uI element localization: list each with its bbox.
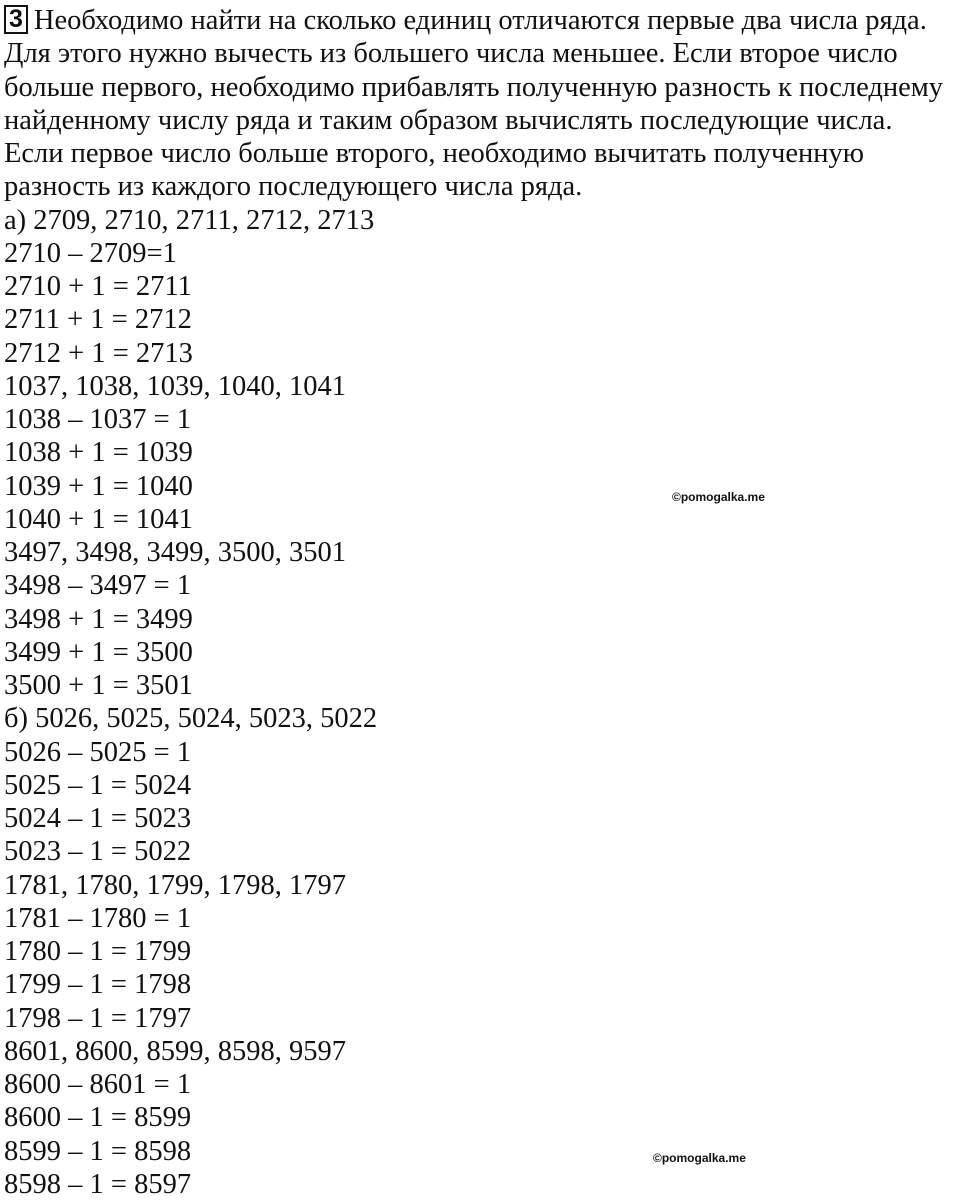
watermark: ©pomogalka.me — [653, 1151, 746, 1165]
task-intro-line: разность из каждого последующего числа ряда. — [4, 171, 583, 203]
solution-line: 8598 – 1 = 8597 — [4, 1168, 192, 1200]
task-intro-line: больше первого, необходимо прибавлять полученную разность к последнему — [4, 71, 944, 103]
solution-line: 5025 – 1 = 5024 — [4, 769, 192, 801]
solution-line: 1798 – 1 = 1797 — [4, 1002, 192, 1034]
solution-line: 8600 – 1 = 8599 — [4, 1102, 192, 1134]
solution-line: б) 5026, 5025, 5024, 5023, 5022 — [4, 703, 378, 735]
solution-line: 5023 – 1 = 5022 — [4, 836, 192, 868]
solution-line: 3500 + 1 = 3501 — [4, 670, 193, 701]
solution-line: 2712 + 1 = 2713 — [4, 337, 193, 369]
document-page — [4, 4, 956, 1201]
solution-line: 8601, 8600, 8599, 8598, 9597 — [4, 1035, 346, 1067]
solution-line: 1037, 1038, 1039, 1040, 1041 — [4, 370, 346, 402]
task-number-badge: 3 — [4, 5, 28, 34]
task-intro-first-line: Необходимо найти на сколько единиц отличаются первые два числа ряда. — [33, 5, 927, 36]
solution-line: 1038 + 1 = 1039 — [4, 437, 193, 469]
solution-line: 2711 + 1 = 2712 — [4, 304, 192, 336]
solution-line: 1781, 1780, 1799, 1798, 1797 — [4, 869, 346, 901]
solution-line: 3497, 3498, 3499, 3500, 3501 — [4, 537, 346, 568]
solution-line: 1039 + 1 = 1040 — [4, 470, 193, 502]
task-intro-line: Для этого нужно вычесть из большего числа меньшее. Если второе число — [4, 38, 898, 70]
solution-line: 1781 – 1780 = 1 — [4, 902, 192, 934]
solution-line: 1780 – 1 = 1799 — [4, 936, 192, 967]
task-intro-line: Если первое число больше второго, необходимо вычитать полученную — [4, 138, 865, 169]
solution-line: 2710 + 1 = 2711 — [4, 271, 192, 302]
solution-line: 3499 + 1 = 3500 — [4, 636, 193, 668]
solution-line: 1040 + 1 = 1041 — [4, 503, 193, 535]
solution-line: 3498 + 1 = 3499 — [4, 603, 193, 635]
solution-line: 5026 – 5025 = 1 — [4, 736, 192, 768]
solution-line: 8600 – 8601 = 1 — [4, 1069, 192, 1100]
solution-line: 5024 – 1 = 5023 — [4, 803, 192, 834]
solution-line: а) 2709, 2710, 2711, 2712, 2713 — [4, 204, 375, 236]
solution-line: 3498 – 3497 = 1 — [4, 570, 192, 602]
task-heading-line — [4, 4, 956, 37]
solution-line: 1038 – 1037 = 1 — [4, 404, 192, 435]
solution-line: 2710 – 2709=1 — [4, 237, 177, 269]
solution-line: 8599 – 1 = 8598 — [4, 1135, 192, 1167]
task-intro-line: найденному числу ряда и таким образом вычислять последующие числа. — [4, 104, 893, 136]
solution-line: 1799 – 1 = 1798 — [4, 969, 192, 1001]
watermark: ©pomogalka.me — [672, 490, 765, 504]
